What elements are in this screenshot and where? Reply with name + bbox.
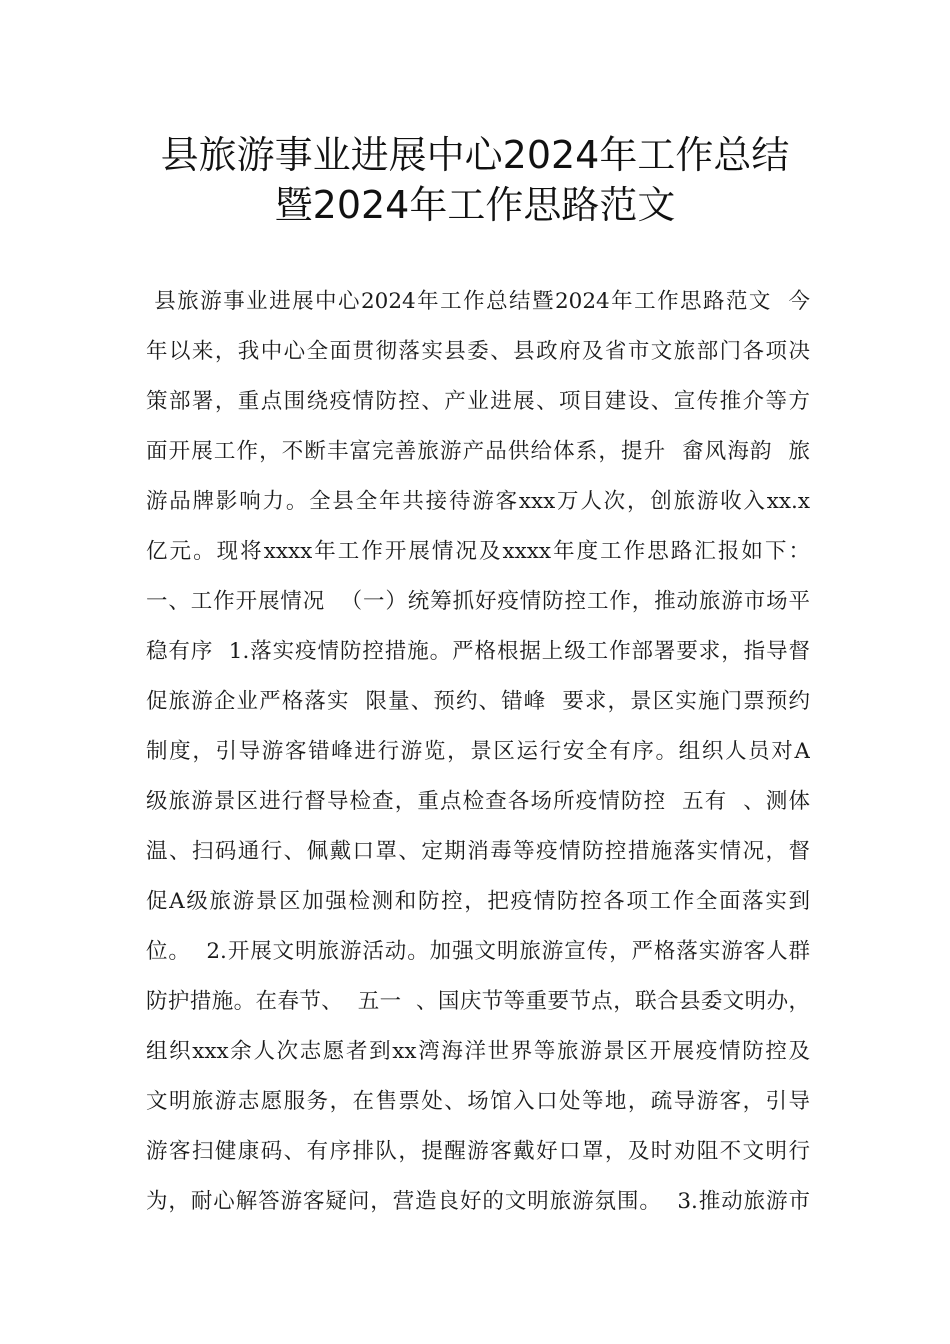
body-line: 稳有序 1.落实疫情防控措施。严格根据上级工作部署要求，指导督: [146, 639, 810, 664]
body-line: 面开展工作，不断丰富完善旅游产品供给体系，提升 畲风海韵 旅: [146, 439, 810, 464]
body-line: 亿元。现将xxxx年工作开展情况及xxxx年度工作思路汇报如下：: [146, 539, 810, 564]
body-line: 游客扫健康码、有序排队，提醒游客戴好口罩，及时劝阻不文明行: [146, 1139, 810, 1164]
document-body: [146, 285, 810, 1235]
body-line: 游品牌影响力。全县全年共接待游客xxx万人次，创旅游收入xx.x: [146, 489, 810, 514]
body-line: 制度，引导游客错峰进行游览，景区运行安全有序。组织人员对A: [146, 739, 810, 764]
body-line: 组织xxx余人次志愿者到xx湾海洋世界等旅游景区开展疫情防控及: [146, 1039, 810, 1064]
document-title-line-1: 县旅游事业进展中心2024年工作总结: [160, 133, 790, 177]
body-line: 策部署，重点围绕疫情防控、产业进展、项目建设、宣传推介等方: [146, 389, 810, 414]
body-line: 防护措施。在春节、 五一 、国庆节等重要节点，联合县委文明办，: [146, 989, 810, 1014]
body-line: 县旅游事业进展中心2024年工作总结暨2024年工作思路范文 今: [146, 289, 810, 314]
body-line: 级旅游景区进行督导检查，重点检查各场所疫情防控 五有 、测体: [146, 789, 810, 814]
body-line: 促A级旅游景区加强检测和防控，把疫情防控各项工作全面落实到: [146, 889, 810, 914]
body-line: 温、扫码通行、佩戴口罩、定期消毒等疫情防控措施落实情况，督: [146, 839, 810, 864]
body-line: 一、工作开展情况 （一）统筹抓好疫情防控工作，推动旅游市场平: [146, 589, 810, 614]
body-line: 促旅游企业严格落实 限量、预约、错峰 要求，景区实施门票预约: [146, 689, 810, 714]
body-line: 年以来，我中心全面贯彻落实县委、县政府及省市文旅部门各项决: [146, 339, 810, 364]
body-line: 位。 2.开展文明旅游活动。加强文明旅游宣传，严格落实游客人群: [146, 939, 810, 964]
body-line: 文明旅游志愿服务，在售票处、场馆入口处等地，疏导游客，引导: [146, 1089, 810, 1114]
body-line: 为，耐心解答游客疑问，营造良好的文明旅游氛围。 3.推动旅游市: [146, 1189, 810, 1214]
document-title-line-2: 暨2024年工作思路范文: [274, 183, 676, 227]
